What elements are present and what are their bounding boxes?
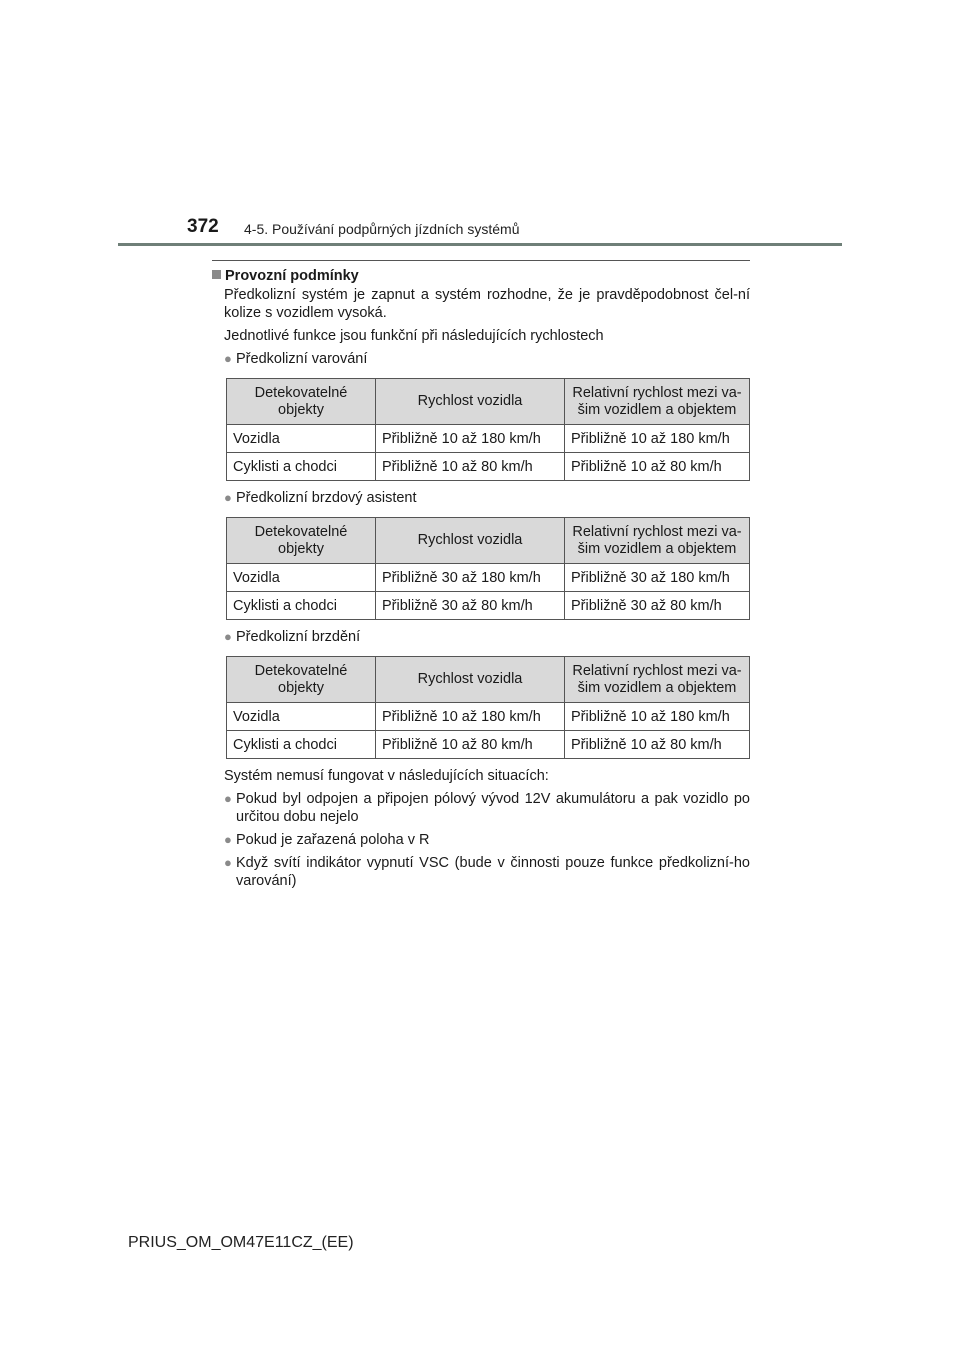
situation-item: ● Pokud je zařazená poloha v R — [224, 832, 430, 848]
table-cell: Přibližně 10 až 80 km/h — [565, 453, 750, 481]
operating-conditions-block — [212, 267, 750, 345]
table-cell: Cyklisti a chodci — [227, 453, 376, 481]
table-header-row — [227, 518, 750, 564]
content-divider — [212, 260, 750, 261]
bullet-collision-braking: ● Předkolizní brzdění — [224, 629, 361, 645]
page-number: 372 — [187, 216, 219, 237]
table-collision-braking — [226, 656, 750, 759]
section-heading: Provozní podmínky — [212, 267, 750, 285]
header-vehicle-speed: Rychlost vozidla — [376, 518, 565, 564]
table-row — [227, 425, 750, 453]
table-row — [227, 564, 750, 592]
intro-paragraph: Předkolizní systém je zapnut a systém rozhodne, že je pravděpodobnost čel-ní kolize s vozidlem vysoká. — [224, 287, 750, 321]
circle-bullet-icon: ● — [224, 351, 232, 366]
table-cell: Přibližně 10 až 180 km/h — [565, 703, 750, 731]
table-cell: Přibližně 10 až 180 km/h — [565, 425, 750, 453]
circle-bullet-icon: ● — [224, 855, 232, 870]
table-row — [227, 592, 750, 620]
table-header-row — [227, 379, 750, 425]
circle-bullet-icon: ● — [224, 791, 232, 806]
situations-block — [212, 767, 750, 890]
header-detectable-objects: Detekovatelné objekty — [227, 657, 376, 703]
header-relative-speed: Relativní rychlost mezi va-šim vozidlem a objektem — [565, 518, 750, 564]
table-cell: Cyklisti a chodci — [227, 592, 376, 620]
section-title: 4-5. Používání podpůrných jízdních systémů — [244, 221, 520, 237]
header-detectable-objects: Detekovatelné objekty — [227, 379, 376, 425]
situation-item: ● Když svítí indikátor vypnutí VSC (bude v činnosti pouze funkce předkolizní-ho varování) — [224, 855, 750, 889]
document-code: PRIUS_OM_OM47E11CZ_(EE) — [128, 1234, 354, 1251]
table-cell: Přibližně 10 až 80 km/h — [565, 731, 750, 759]
circle-bullet-icon: ● — [224, 490, 232, 505]
table-cell: Přibližně 30 až 80 km/h — [565, 592, 750, 620]
circle-bullet-icon: ● — [224, 629, 232, 644]
speeds-paragraph: Jednotlivé funkce jsou funkční při následujících rychlostech — [224, 328, 604, 344]
table-cell: Přibližně 30 až 80 km/h — [376, 592, 565, 620]
square-bullet-icon — [212, 270, 221, 279]
header-relative-speed: Relativní rychlost mezi va-šim vozidlem a objektem — [565, 379, 750, 425]
bullet-brake-assist: ● Předkolizní brzdový asistent — [224, 490, 417, 506]
table-cell: Přibližně 10 až 180 km/h — [376, 703, 565, 731]
table-collision-warning — [226, 378, 750, 481]
header-rule — [118, 243, 842, 246]
table-cell: Přibližně 30 až 180 km/h — [565, 564, 750, 592]
header-vehicle-speed: Rychlost vozidla — [376, 379, 565, 425]
table-row — [227, 453, 750, 481]
table-cell: Přibližně 10 až 80 km/h — [376, 731, 565, 759]
table-cell: Přibližně 10 až 180 km/h — [376, 425, 565, 453]
table-cell: Přibližně 30 až 180 km/h — [376, 564, 565, 592]
situations-intro: Systém nemusí fungovat v následujících situacích: — [224, 768, 549, 784]
header-relative-speed: Relativní rychlost mezi va-šim vozidlem a objektem — [565, 657, 750, 703]
table-cell: Přibližně 10 až 80 km/h — [376, 453, 565, 481]
table-cell: Vozidla — [227, 564, 376, 592]
header-detectable-objects: Detekovatelné objekty — [227, 518, 376, 564]
header-vehicle-speed: Rychlost vozidla — [376, 657, 565, 703]
table-header-row — [227, 657, 750, 703]
table-brake-assist — [226, 517, 750, 620]
table-cell: Vozidla — [227, 703, 376, 731]
table-cell: Cyklisti a chodci — [227, 731, 376, 759]
situation-item: ● Pokud byl odpojen a připojen pólový vývod 12V akumulátoru a pak vozidlo po určitou dobu nejelo — [224, 791, 750, 825]
table-cell: Vozidla — [227, 425, 376, 453]
circle-bullet-icon: ● — [224, 832, 232, 847]
table-row — [227, 703, 750, 731]
bullet-collision-warning: ● Předkolizní varování — [224, 351, 368, 367]
table-row — [227, 731, 750, 759]
